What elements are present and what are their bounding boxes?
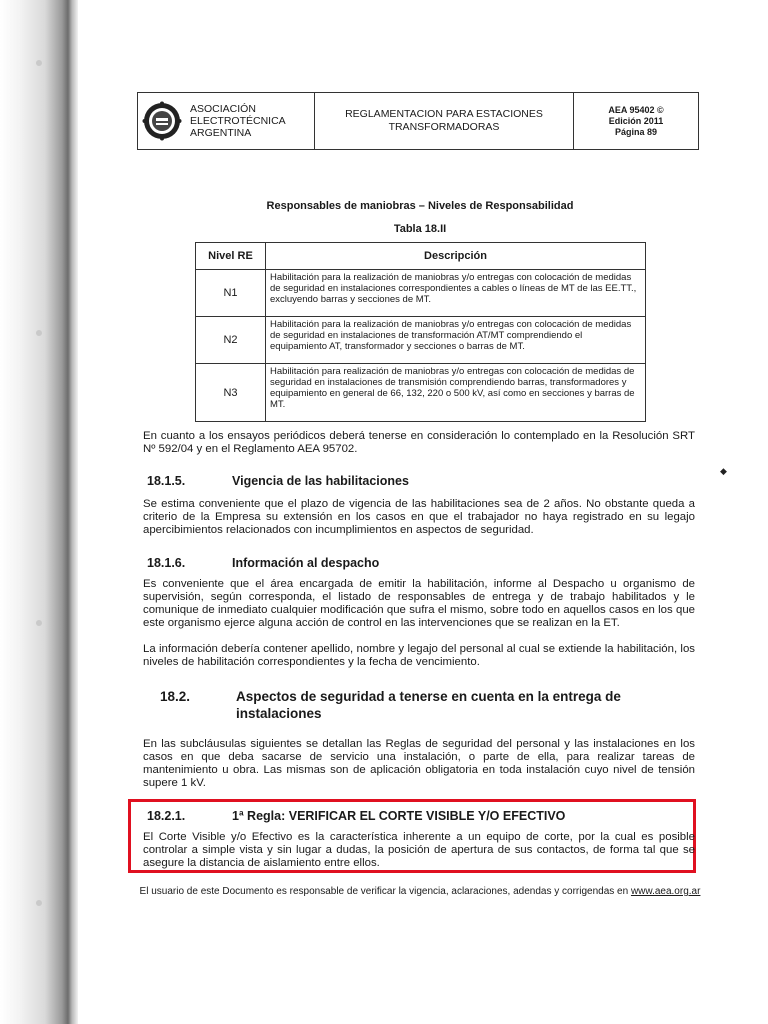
punch-hole [36,900,42,906]
level-cell: N1 [196,270,266,317]
stray-mark: ◆ [720,466,727,476]
header-title [315,93,574,149]
column-header: Nivel RE [196,243,266,270]
column-header: Descripción [266,243,646,270]
punch-hole [36,330,42,336]
header-doc-info [574,93,698,149]
organization-name [190,103,286,139]
table-row [196,317,646,364]
section-title: Aspectos de seguridad a tenerse en cuenta en la entrega de instalaciones [236,689,621,721]
page-footer [120,886,720,897]
section-heading [147,474,409,488]
punch-hole [36,620,42,626]
section-heading [160,688,680,722]
footer-link[interactable]: www.aea.org.ar [630,886,701,897]
section-number: 18.1.5. [147,474,186,488]
description-cell: Habilitación para realización de maniobras y/o entregas con colocación de medidas de seguridad en instalaciones de transmisión comprendiendo barras, transformadores y equipamiento en general de 66, 132, 220 o 500 kV, así como en secciones y barras de MT. [266,364,646,422]
section-title: 1ª Regla: VERIFICAR EL CORTE VISIBLE Y/O EFECTIVO [232,809,566,823]
section-body: Se estima conveniente que el plazo de vigencia de las habilitaciones sea de 2 años. No obstante queda a criterio de la Empresa su extensión en los casos en que el trabajador no haya registrado en su legajo apercibimientos relacionados con incumplimientos en aspectos de seguridad. [143,498,695,536]
description-cell: Habilitación para la realización de maniobras y/o entregas con colocación de medidas de seguridad en instalaciones correspondientes a cables o líneas de MT de las EE.TT., excluyendo barras y secciones de MT. [266,270,646,317]
description-cell: Habilitación para la realización de maniobras y/o entregas con colocación de medidas de seguridad en instalaciones de transformación AT/MT comprendiendo el equipamiento AT, transformador y secciones o barras de MT. [266,317,646,364]
binding-edge [0,0,78,1024]
title-line: TRANSFORMADORAS [388,121,500,133]
section-body: Es conveniente que el área encargada de emitir la habilitación, informe al Despacho u organismo de supervisión, según corresponda, el listado de responsables de entrega y de trabajo habilitados y le comunique de inmediato cualquier modificación que sufra el mismo, sobre todo en aquellos casos en los que este organismo ejerce alguna acción de control en las intervenciones que se realizan en la ET. [143,578,695,629]
document-page [80,0,768,1024]
section-heading [147,556,379,570]
level-cell: N3 [196,364,266,422]
table-row [196,270,646,317]
level-cell: N2 [196,317,266,364]
page-number: Página 89 [614,126,658,137]
section-number: 18.1.6. [147,556,186,570]
section-title: Información al despacho [232,556,380,570]
table-header-row [196,243,646,270]
aea-logo-icon [142,101,182,141]
intro-paragraph: En cuanto a los ensayos periódicos deberá tenerse en consideración lo contemplado en la Resolución SRT Nº 592/04 y en el Reglamento AEA 95702. [143,430,695,455]
section-body: La información debería contener apellido, nombre y legajo del personal al cual se extiende la habilitación, los niveles de habilitación correspondientes y la fecha de vencimiento. [143,643,695,668]
document-header [137,92,699,150]
title-line: REGLAMENTACION PARA ESTACIONES [345,108,543,120]
org-line: ASOCIACIÓN [190,103,256,115]
header-organization [138,93,315,149]
punch-hole [36,60,42,66]
section-number: 18.2.1. [147,809,186,823]
edition: Edición 2011 [608,115,664,126]
org-line: ELECTROTÉCNICA [190,115,286,127]
org-line: ARGENTINA [190,127,252,139]
section-heading [147,809,565,823]
section-body: El Corte Visible y/o Efectivo es la característica inherente a un equipo de corte, por la cual es posible controlar a simple vista y sin lugar a dudas, la posición de apertura de sus contactos, de forma tal que se asegure la distancia de aislamiento entre ellos. [143,831,695,869]
section-number: 18.2. [160,689,191,704]
table-label: Tabla 18.II [393,223,447,235]
doc-code: AEA 95402 © [608,104,664,115]
footer-text: El usuario de este Documento es responsable de verificar la vigencia, aclaraciones, adendas y corrigendas en [139,886,631,897]
responsibility-table [195,242,646,422]
section-title: Vigencia de las habilitaciones [232,474,409,488]
table-section-title: Responsables de maniobras – Niveles de Responsabilidad [266,200,574,212]
table-row [196,364,646,422]
section-body: En las subcláusulas siguientes se detallan las Reglas de seguridad del personal y las instalaciones en los casos en que deba sacarse de servicio una instalación, o parte de ella, para realizar tareas de mantenimiento u obra. Las mismas son de aplicación obligatoria en toda instalación cuyo nivel de tensión supere 1 kV. [143,738,695,789]
